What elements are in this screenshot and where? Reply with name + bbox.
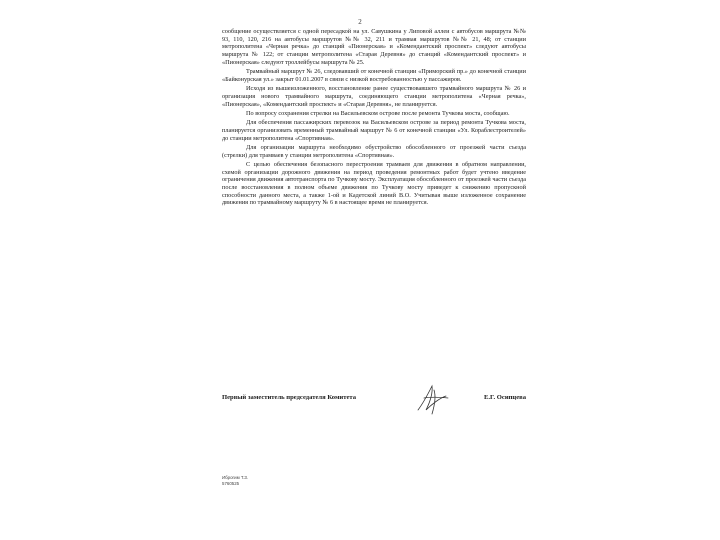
signature-block bbox=[222, 390, 526, 414]
paragraph: Для обеспечения пассажирских перевозок на Васильевском острове за период ремонта Тучкова моста, планируется организовать временный трамвайный маршрут № 6 от конечной станции «Ул. Кораблестроителей» до станции метрополитена «Спортивная». bbox=[222, 119, 526, 142]
page-number: 2 bbox=[358, 18, 362, 26]
signatory-title: Первый заместитель председателя Комитета bbox=[222, 394, 357, 401]
paragraph: сообщение осуществляется с одной пересадкой на ул. Савушкина у Липовой аллеи с автобусов маршрута №№ 93, 110, 120, 216 на автобусы маршрутов №№ 32, 211 и трамвая маршрутов №№ 21, 48; от станции метрополитена «Черная речка» до станций «Пионерская» и «Комендантский проспект» следуют автобусы маршрута № 122; от станции метрополитена «Старая Деревня» до станций «Комендантский проспект» и «Пионерская» следуют троллейбусы маршрута № 25. bbox=[222, 28, 526, 66]
paragraph: Исходя из вышеизложенного, восстановление ранее существовавшего трамвайного маршрута № 26 и организация нового трамвайного маршрута, соединяющего станции метрополитена «Черная речка», «Пионерская», «Комендантский проспект» и «Старая Деревня», не планируется. bbox=[222, 85, 526, 108]
executor-phone: 5760525 bbox=[222, 481, 240, 486]
letter-body bbox=[222, 28, 526, 209]
executor-name: Иброгим Т.З. bbox=[222, 475, 249, 480]
paragraph: По вопросу сохранения стрелки на Васильевском острове после ремонта Тучкова моста, сообщаю. bbox=[246, 109, 510, 117]
executor-info bbox=[222, 475, 248, 487]
paragraph: С целью обеспечения безопасного перестроения трамваев для движения в обратном направлении, схемой организации дорожного движения на период проведения ремонтных работ будет учтено введение ограничения движения автотранспорта по Тучкову мосту. Эксплуатация обособленного от проезжей части съезда после восстановления в полном объеме движения по Тучкову мосту приведет к снижению пропускной способности данного места, а также 1-ой и Кадетской линий В.О. Учитывая выше изложенное сохранение движения по трамвайному маршруту № 6 в настоящее время не планируется. bbox=[222, 160, 526, 207]
handwritten-signature bbox=[410, 380, 452, 416]
paragraph: Трамвайный маршрут № 26, следовавший от конечной станции «Приморский пр.» до конечной станции «Байконурская ул.» закрыт 01.01.2007 в связи с низкой востребованностью у пассажиров. bbox=[222, 68, 526, 83]
signatory-name: Е.Г. Осипцева bbox=[483, 394, 526, 401]
paragraph: Для организации маршрута необходимо обустройство обособленного от проезжей части съезда (стрелки) для трамваев у станции метрополитена «Спортивная». bbox=[222, 143, 526, 159]
